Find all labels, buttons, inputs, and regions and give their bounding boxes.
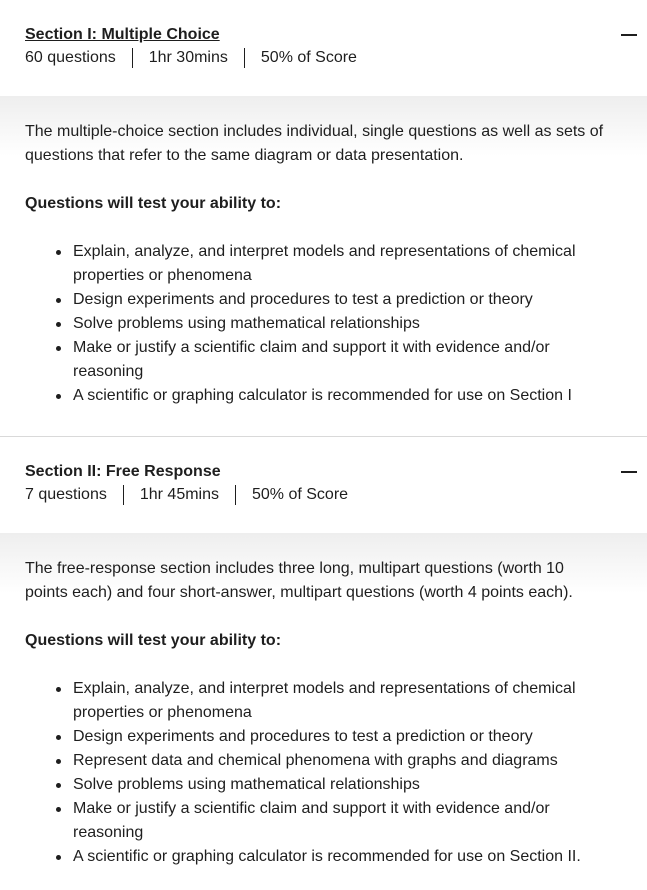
- list-item: Solve problems using mathematical relationships: [73, 773, 607, 797]
- list-item: A scientific or graphing calculator is recommended for use on Section I: [73, 384, 607, 408]
- list-item: Solve problems using mathematical relationships: [73, 312, 607, 336]
- section-2-score-weight: 50% of Score: [235, 485, 364, 505]
- section-free-response: [0, 437, 647, 890]
- section-2-meta: [25, 485, 622, 505]
- list-item: A scientific or graphing calculator is recommended for use on Section II.: [73, 845, 607, 869]
- list-item: Explain, analyze, and interpret models and representations of chemical properties or phenomena: [73, 240, 607, 288]
- list-item: Represent data and chemical phenomena with graphs and diagrams: [73, 749, 607, 773]
- list-item: Explain, analyze, and interpret models and representations of chemical properties or phenomena: [73, 677, 607, 725]
- section-2-duration: 1hr 45mins: [123, 485, 235, 505]
- minus-icon[interactable]: [621, 471, 637, 473]
- section-1-skill-list: [25, 240, 607, 408]
- section-2-title[interactable]: Section II: Free Response: [25, 463, 221, 480]
- section-2-intro: The free-response section includes three long, multipart questions (worth 10 points each) and four short-answer, multipart questions (worth 4 points each).: [25, 560, 573, 601]
- section-1-duration: 1hr 30mins: [132, 48, 244, 68]
- section-1-score-weight: 50% of Score: [244, 48, 373, 68]
- list-item: Design experiments and procedures to test a prediction or theory: [73, 288, 607, 312]
- section-2-header[interactable]: [0, 437, 647, 533]
- section-1-meta: [25, 48, 622, 68]
- section-2-question-count: 7 questions: [25, 486, 107, 503]
- section-1-question-count: 60 questions: [25, 49, 116, 66]
- section-1-body: [0, 96, 647, 436]
- section-1-intro: The multiple-choice section includes individual, single questions as well as sets of questions that refer to the same diagram or data presentation.: [25, 123, 604, 164]
- list-item: Make or justify a scientific claim and support it with evidence and/or reasoning: [73, 336, 607, 384]
- list-item: Design experiments and procedures to test a prediction or theory: [73, 725, 607, 749]
- section-1-subhead: Questions will test your ability to:: [25, 195, 282, 212]
- section-2-subhead: Questions will test your ability to:: [25, 632, 282, 649]
- list-item: Make or justify a scientific claim and support it with evidence and/or reasoning: [73, 797, 607, 845]
- minus-icon[interactable]: [621, 34, 637, 36]
- section-2-skill-list: [25, 677, 607, 869]
- section-multiple-choice: [0, 0, 647, 437]
- section-1-header[interactable]: [0, 0, 647, 96]
- section-2-body: [0, 533, 647, 890]
- section-1-title[interactable]: Section I: Multiple Choice: [25, 26, 220, 43]
